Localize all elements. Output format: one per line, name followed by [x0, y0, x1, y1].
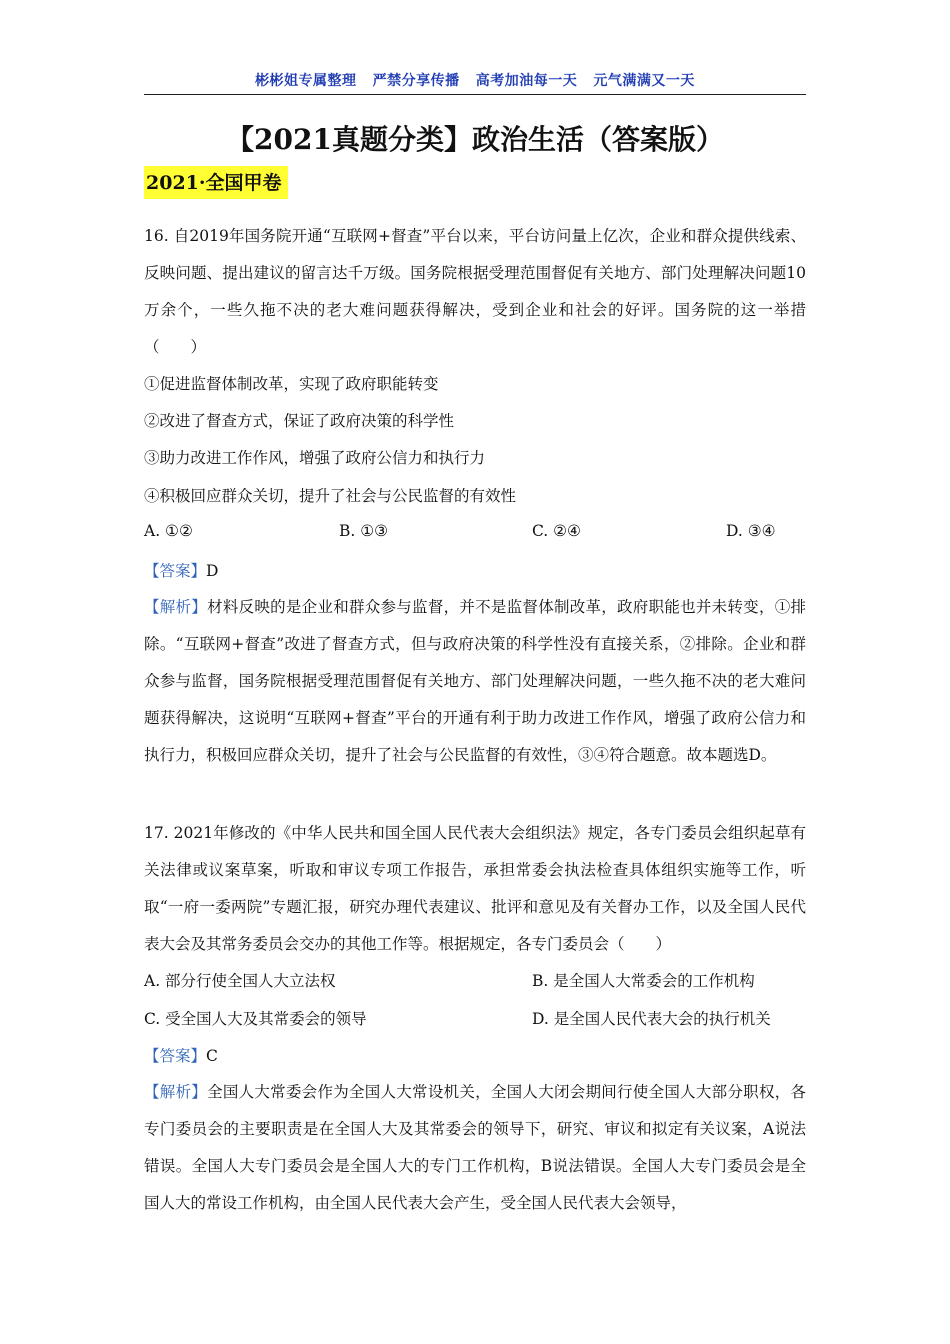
analysis-tag: 【解析】 [144, 1083, 208, 1101]
document-title: 【2021真题分类】政治生活（答案版） [226, 123, 724, 156]
section-heading: 2021·全国甲卷 [144, 166, 288, 199]
q16-stem: 16. 自2019年国务院开通“互联网+督查”平台以来，平台访问量上亿次，企业和群众提供线索、反映问题、提出建议的留言达千万级。国务院根据受理范围督促有关地方、部门处理解决问题10万余个，一些久拖不决的老大难问题获得解决，受到企业和社会的好评。国务院的这一举措（ ） [144, 227, 806, 356]
answer-tag: 【答案】 [144, 1047, 207, 1065]
analysis-text: 全国人大常委会作为全国人大常设机关，全国人大闭会期间行使全国人大部分职权，各专门委员会的主要职责是在全国人大及其常委会的领导下，研究、审议和拟定有关议案，A说法错误。全国人大专门委员会是全国人大的专门工作机构，B说法错误。全国人大专门委员会是全国人大的常设工作机构，由全国人民代表大会产生，受全国人民代表大会领导， [144, 1083, 806, 1212]
q16-item-3: ③助力改进工作作风，增强了政府公信力和执行力 [144, 449, 486, 467]
q17-option-a: A. 部分行使全国人大立法权 [144, 972, 336, 990]
q16-item-1: ①促进监督体制改革，实现了政府职能转变 [144, 375, 439, 393]
q16-option-c: C. ②④ [532, 522, 581, 540]
page-header: 彬彬姐专属整理 严禁分享传播 高考加油每一天 元气满满又一天 [255, 73, 695, 89]
q16-item-4: ④积极回应群众关切，提升了社会与公民监督的有效性 [144, 487, 517, 505]
q16-analysis [144, 589, 806, 774]
answer-value: D [206, 562, 219, 580]
q16-option-a: A. ①② [144, 522, 193, 540]
q17-option-b: B. 是全国人大常委会的工作机构 [532, 972, 755, 990]
q17-stem: 17. 2021年修改的《中华人民共和国全国人民代表大会组织法》规定，各专门委员会组织起草有关法律或议案草案，听取和审议专项工作报告，承担常委会执法检查具体组织实施等工作，听取“一府一委两院”专题汇报，研究办理代表建议、批评和意见及有关督办工作，以及全国人民代表大会及其常务委员会交办的其他工作等。根据规定，各专门委员会（ ） [144, 824, 806, 953]
analysis-tag: 【解析】 [144, 598, 208, 616]
analysis-text: 材料反映的是企业和群众参与监督，并不是监督体制改革，政府职能也并未转变，①排除。“互联网+督查”改进了督查方式，但与政府决策的科学性没有直接关系，②排除。企业和群众参与监督，国务院根据受理范围督促有关地方、部门处理解决问题，一些久拖不决的老大难问题获得解决，这说明“互联网+督查”平台的开通有利于助力改进工作作风，增强了政府公信力和执行力，积极回应群众关切，提升了社会与公民监督的有效性，③④符合题意。故本题选D。 [144, 598, 806, 764]
q17-answer [144, 1044, 218, 1066]
q16-option-b: B. ①③ [339, 522, 389, 540]
q16-answer [144, 559, 218, 581]
answer-tag: 【答案】 [144, 562, 207, 580]
answer-value: C [206, 1047, 218, 1065]
q17-analysis [144, 1074, 806, 1222]
q17-option-d: D. 是全国人民代表大会的执行机关 [532, 1010, 771, 1028]
q16-option-d: D. ③④ [726, 522, 776, 540]
q17-option-c: C. 受全国人大及其常委会的领导 [144, 1010, 367, 1028]
q16-item-2: ②改进了督查方式，保证了政府决策的科学性 [144, 412, 455, 430]
header-divider [144, 94, 806, 95]
